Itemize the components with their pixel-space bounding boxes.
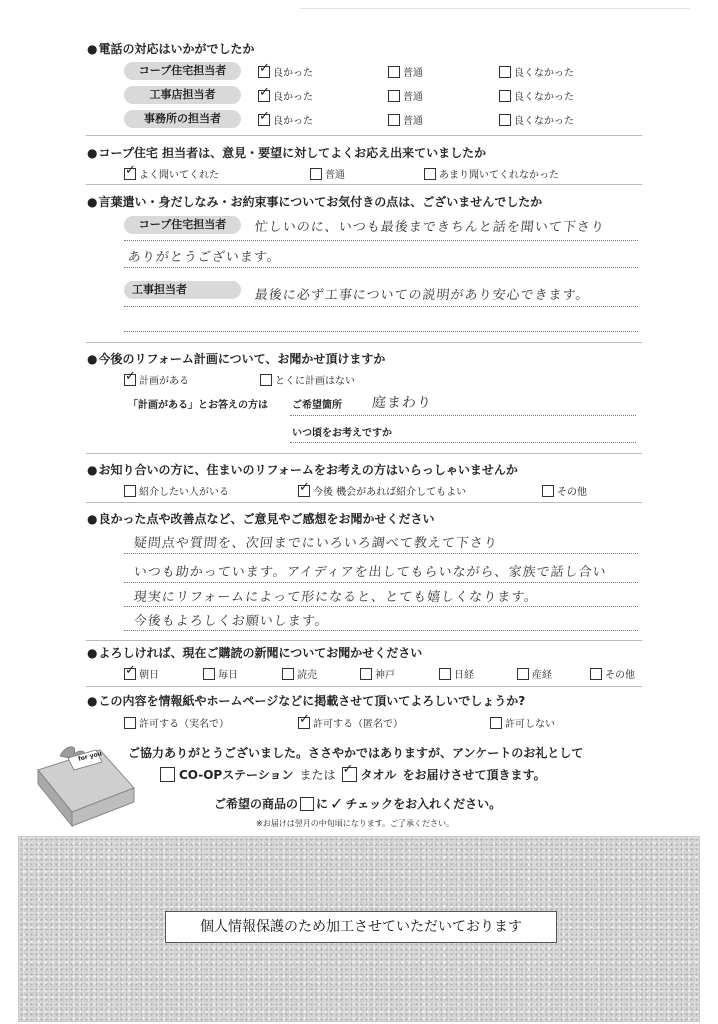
q7-title: ● よろしければ、現在ご購読の新聞についてお聞かせください xyxy=(87,644,422,661)
q1-row3-opt3[interactable]: 良くなかった xyxy=(499,112,574,127)
q3-title: ● 言葉遣い・身だしなみ・お約束事についてお気付きの点は、ございませんでしたか xyxy=(87,193,542,210)
q7-opt5[interactable]: 日経 xyxy=(439,666,474,681)
checkbox[interactable] xyxy=(590,668,602,680)
q1-row2-label: 工事店担当者 xyxy=(124,86,241,104)
q6-answer-line4: 今後もよろしくお願いします。 xyxy=(133,614,330,629)
q8-opt2[interactable]: ✓ 許可する（匿名で） xyxy=(298,715,403,730)
q6-answer-line3: 現実にリフォームによって形になると、とても嬉しくなります。 xyxy=(133,590,539,605)
checkbox-checked[interactable] xyxy=(298,485,310,497)
q1-title: ● 電話の対応はいかがでしたか xyxy=(87,40,255,57)
q6-answer-line1: 疑問点や質問を、次回までにいろいろ調べて教えて下さり xyxy=(133,536,499,551)
gift-tag-text: for you xyxy=(77,750,103,763)
q6-title: ● 良かった点や改善点など、ご意見やご感想をお聞かせください xyxy=(87,510,435,527)
q3-contractor-label: 工事担当者 xyxy=(124,281,241,299)
checkbox[interactable] xyxy=(388,66,400,78)
checkbox-checked[interactable] xyxy=(124,168,136,180)
q5-opt3[interactable]: その他 xyxy=(542,483,587,498)
answer-line xyxy=(124,306,638,307)
q1-row3-opt2[interactable]: 普通 xyxy=(388,112,423,127)
q7-opt2[interactable]: 毎日 xyxy=(203,666,238,681)
checkbox[interactable] xyxy=(203,668,215,680)
coop-station-checkbox[interactable] xyxy=(160,767,175,782)
q1-row2-opt3[interactable]: 良くなかった xyxy=(499,88,574,103)
q7-opt1[interactable]: ✓ 朝日 xyxy=(124,666,159,681)
checkbox[interactable] xyxy=(124,717,136,729)
checkbox[interactable] xyxy=(388,114,400,126)
answer-line xyxy=(124,267,638,268)
checkbox[interactable] xyxy=(360,668,372,680)
thanks-line2-end: をお届けさせて頂きます。 xyxy=(402,768,546,782)
delivery-note: ※お届けは翌月の中旬頃になります。ご了承ください。 xyxy=(256,819,455,828)
q5-opt2[interactable]: ✓ 今後 機会があれば紹介してもよい xyxy=(298,483,466,498)
q5-opt1[interactable]: 紹介したい人がいる xyxy=(124,483,229,498)
q4-place-label: ご希望箇所 xyxy=(292,400,342,411)
checkbox[interactable] xyxy=(424,168,436,180)
thanks-line3-b: に xyxy=(316,797,329,811)
checkbox-checked[interactable] xyxy=(258,66,270,78)
q7-opt6[interactable]: 産経 xyxy=(517,666,552,681)
q2-opt1[interactable]: ✓ よく聞いてくれた xyxy=(124,166,219,181)
q4-title: ● 今後のリフォーム計画について、お聞かせ頂けますか xyxy=(87,350,385,367)
q7-opt4[interactable]: 神戸 xyxy=(360,666,395,681)
q5-title: ● お知り合いの方に、住まいのリフォームをお考えの方はいらっしゃいませんか xyxy=(87,461,518,478)
divider xyxy=(86,453,642,454)
checkbox[interactable] xyxy=(499,66,511,78)
thanks-line1: ご協力ありがとうございました。ささやかではありますが、アンケートのお礼として xyxy=(128,746,584,760)
gift-box-icon xyxy=(30,740,140,830)
q3-coop-answer-line2: ありがとうございます。 xyxy=(127,250,282,265)
checkbox[interactable] xyxy=(388,90,400,102)
divider xyxy=(86,640,642,641)
answer-line xyxy=(290,415,636,416)
answer-line xyxy=(124,630,638,631)
checkbox[interactable] xyxy=(310,168,322,180)
answer-line xyxy=(124,553,638,554)
q1-row1-label: コープ住宅担当者 xyxy=(124,62,241,80)
q7-opt3[interactable]: 読売 xyxy=(282,666,317,681)
checkbox[interactable] xyxy=(260,374,272,386)
coop-station-label: CO-OPステーション xyxy=(179,768,294,782)
towel-checkbox[interactable] xyxy=(342,767,357,782)
checkbox[interactable] xyxy=(499,90,511,102)
checkbox[interactable] xyxy=(517,668,529,680)
q8-title: ● この内容を情報紙やホームページなどに掲載させて頂いてよろしいでしょうか? xyxy=(87,692,525,709)
q1-row1-opt1[interactable]: ✓ 良かった xyxy=(258,64,313,79)
sample-checkbox xyxy=(300,797,314,811)
checkbox-checked[interactable] xyxy=(258,114,270,126)
thanks-line2 xyxy=(160,766,546,783)
divider xyxy=(86,342,642,343)
checkbox[interactable] xyxy=(439,668,451,680)
or-label: または xyxy=(299,768,336,782)
top-rule xyxy=(300,8,690,9)
divider xyxy=(86,135,642,136)
checkbox-checked[interactable] xyxy=(298,717,310,729)
q3-contractor-answer-line1: 最後に必ず工事についての説明があり安心できます。 xyxy=(254,288,591,303)
divider xyxy=(86,184,642,185)
thanks-line3-a: ご希望の商品の xyxy=(214,797,299,811)
q4-place-value: 庭まわり xyxy=(371,395,433,411)
q8-opt3[interactable]: 許可しない xyxy=(490,715,555,730)
checkbox[interactable] xyxy=(499,114,511,126)
q4-opt1[interactable]: ✓ 計画がある xyxy=(124,372,189,387)
towel-label: タオル xyxy=(360,768,397,782)
checkbox[interactable] xyxy=(124,485,136,497)
answer-line xyxy=(124,240,638,241)
checkbox[interactable] xyxy=(542,485,554,497)
thanks-line3 xyxy=(214,794,501,813)
q3-coop-label: コープ住宅担当者 xyxy=(124,216,241,234)
q1-row2-opt1[interactable]: ✓ 良かった xyxy=(258,88,313,103)
checkbox-checked[interactable] xyxy=(124,374,136,386)
checkbox[interactable] xyxy=(490,717,502,729)
answer-line xyxy=(124,582,638,583)
q4-when-label: いつ頃をお考えですか xyxy=(292,428,392,439)
q1-row3-label: 事務所の担当者 xyxy=(124,110,241,128)
answer-line xyxy=(124,606,638,607)
q2-opt3[interactable]: あまり聞いてくれなかった xyxy=(424,166,559,181)
divider xyxy=(86,502,642,503)
thanks-line3-c: チェックをお入れください。 xyxy=(345,797,502,811)
q6-answer-line2: いつも助かっています。アイディアを出してもらいながら、家族で話し合い xyxy=(133,565,608,580)
answer-line xyxy=(290,442,636,443)
answer-line xyxy=(124,331,638,332)
q2-opt2[interactable]: 普通 xyxy=(310,166,345,181)
checkbox-checked[interactable] xyxy=(258,90,270,102)
q8-opt1[interactable]: 許可する（実名で） xyxy=(124,715,229,730)
q4-opt2[interactable]: とくに計画はない xyxy=(260,372,355,387)
check-mark-icon: ✓ xyxy=(330,794,344,813)
checkbox[interactable] xyxy=(282,668,294,680)
q7-opt7[interactable]: その他 xyxy=(590,666,635,681)
q1-row3-opt1[interactable]: ✓ 良かった xyxy=(258,112,313,127)
q1-row1-opt3[interactable]: 良くなかった xyxy=(499,64,574,79)
q2-title: ● コープ住宅 担当者は、意見・要望に対してよくお応え出来ていましたか xyxy=(87,144,486,161)
privacy-notice: 個人情報保護のため加工させていただいております xyxy=(165,911,557,943)
q1-row2-opt2[interactable]: 普通 xyxy=(388,88,423,103)
divider xyxy=(86,686,642,687)
q3-coop-answer-line1: 忙しいのに、いつも最後まできちんと話を聞いて下さり xyxy=(254,220,606,235)
checkbox-checked[interactable] xyxy=(124,668,136,680)
redacted-area xyxy=(18,836,700,1022)
q1-row1-opt2[interactable]: 普通 xyxy=(388,64,423,79)
q4-followup: 「計画がある」とお答えの方は xyxy=(128,400,268,411)
